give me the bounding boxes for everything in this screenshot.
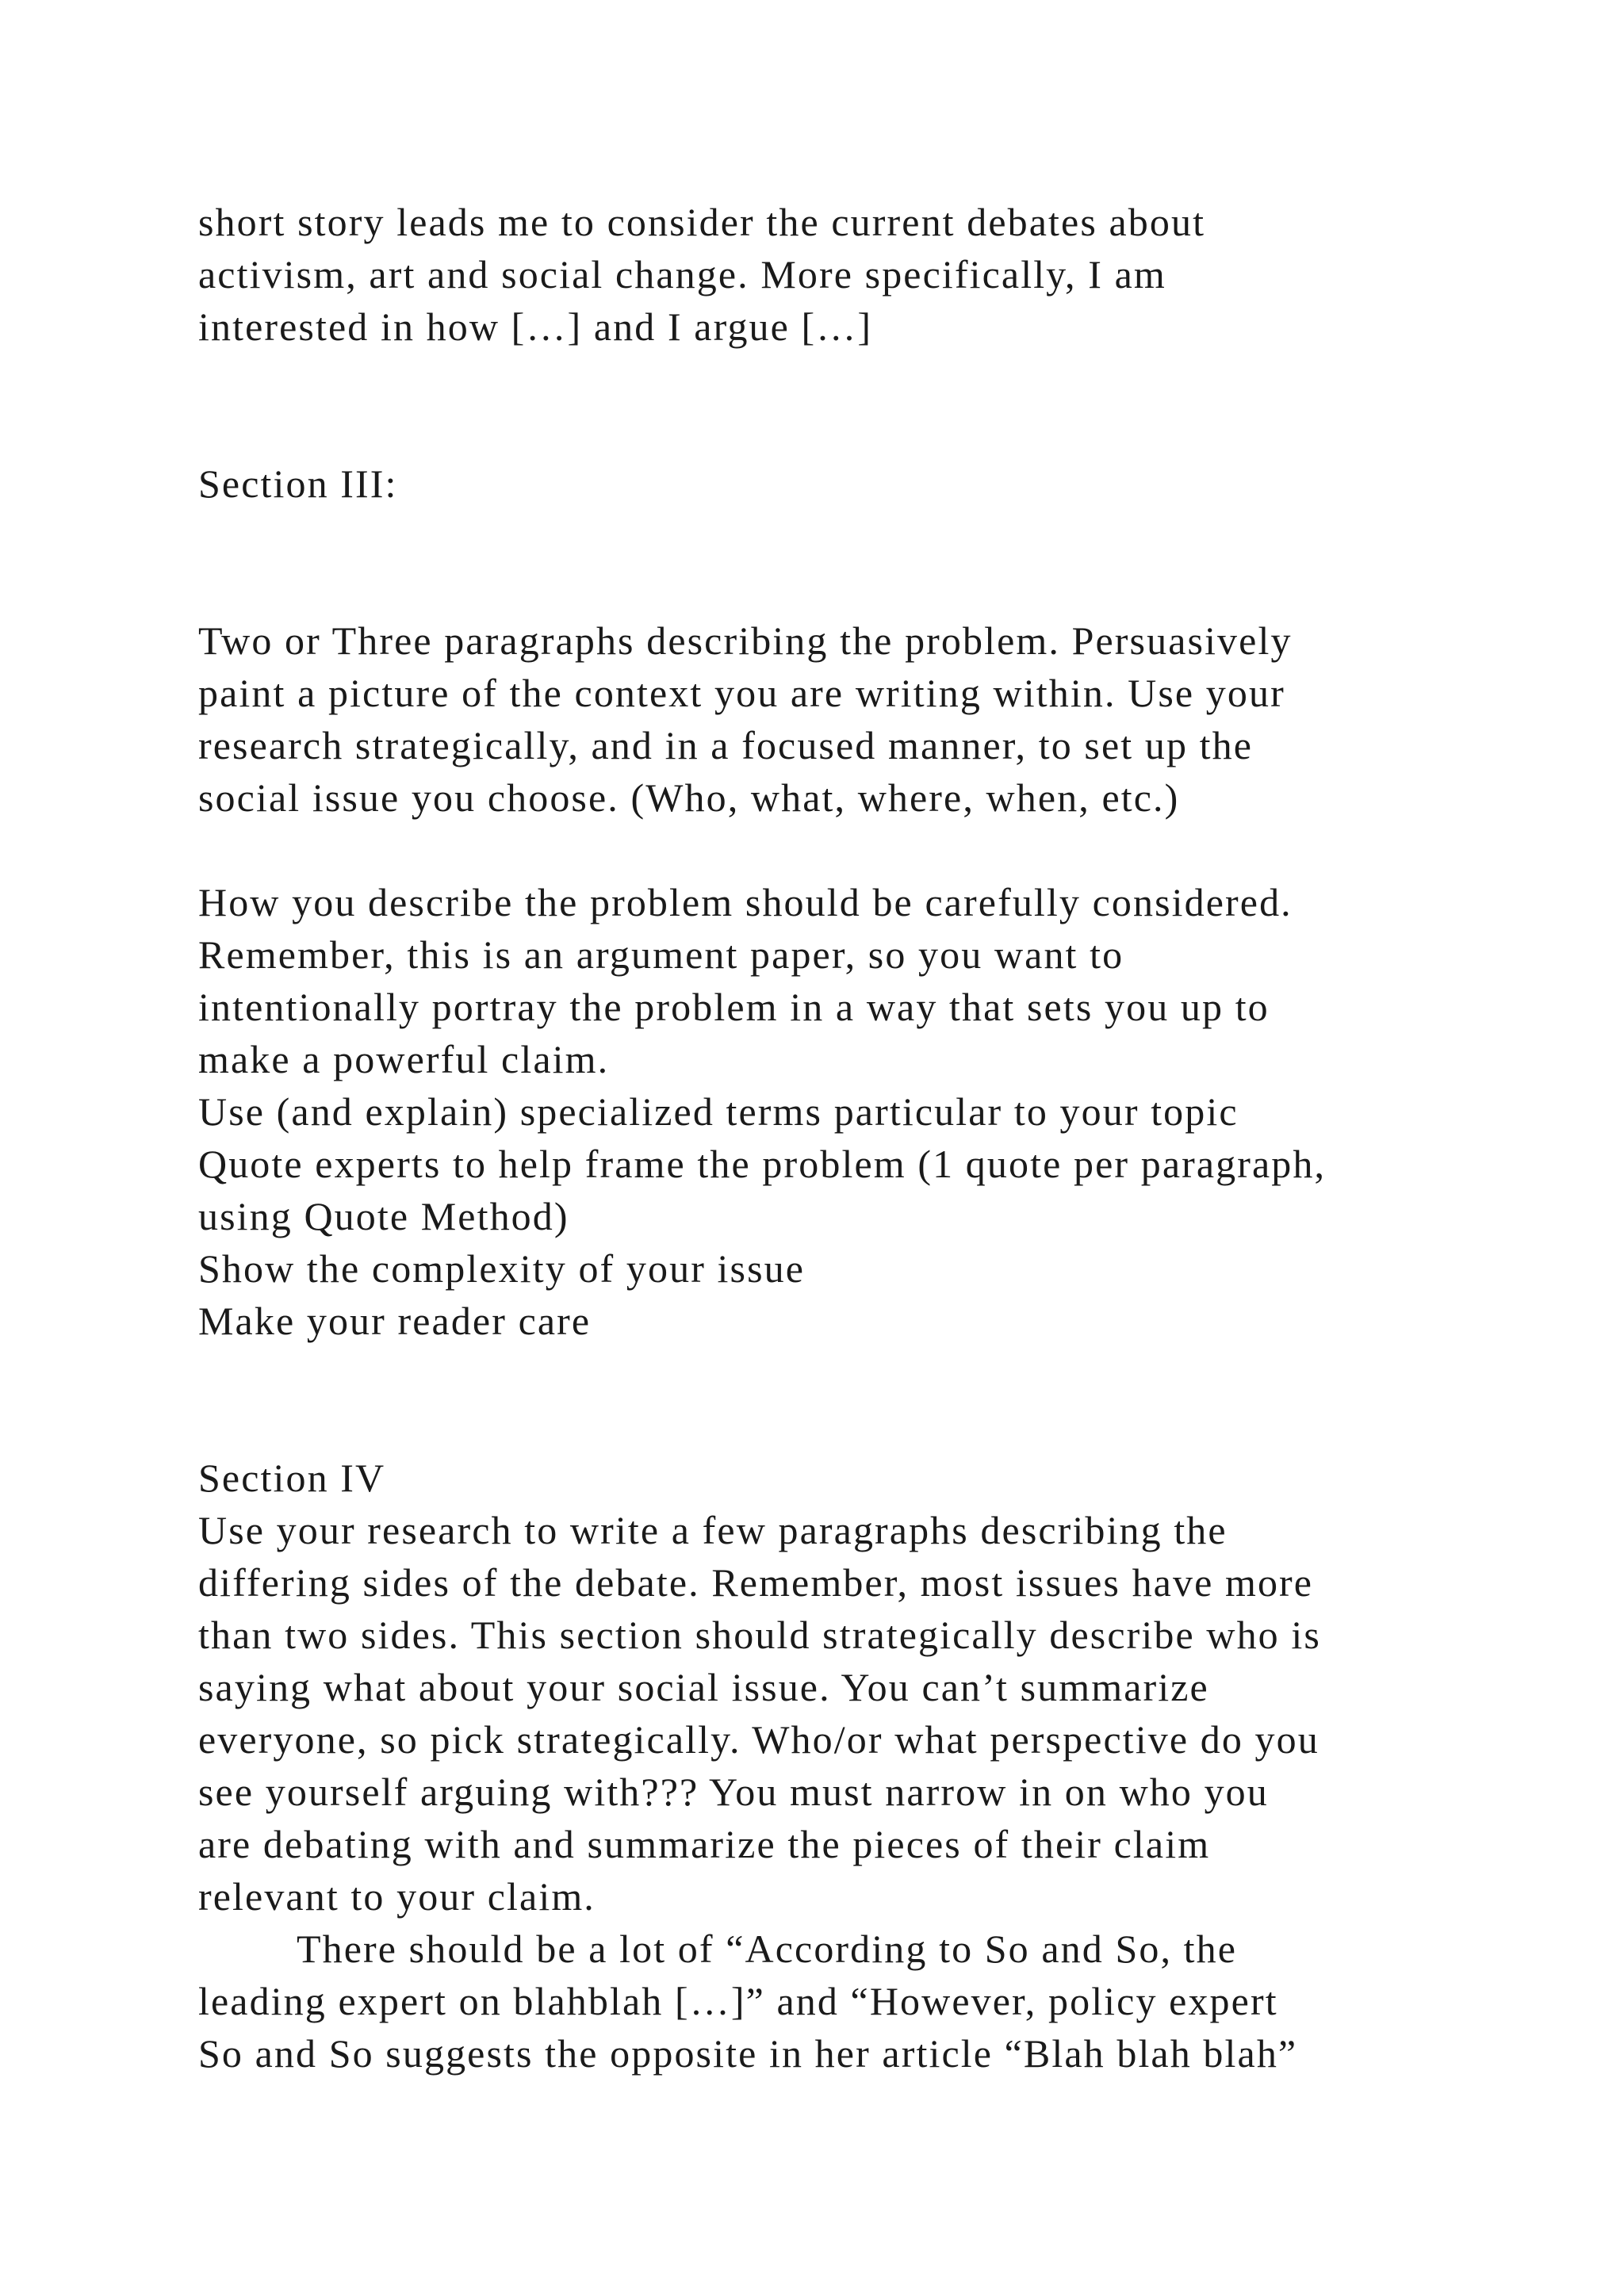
text-line: There should be a lot of “According to So and So, the: [297, 1927, 1238, 1971]
section-3-paragraph-1: [198, 614, 1562, 824]
section-4-heading: Section IV: [198, 1456, 386, 1500]
spacer: [198, 1399, 1562, 1452]
text-line: So and So suggests the opposite in her article “Blah blah blah”: [198, 2031, 1298, 2076]
text-line: saying what about your social issue. You can’t summarize: [198, 1665, 1209, 1709]
spacer: [198, 405, 1562, 457]
list-item: Use (and explain) specialized terms particular to your topic: [198, 1089, 1239, 1134]
text-line: differing sides of the debate. Remember, most issues have more: [198, 1560, 1314, 1605]
text-line: than two sides. This section should strategically describe who is: [198, 1613, 1321, 1657]
spacer: [198, 824, 1562, 876]
section-3-list: [198, 1085, 1562, 1347]
document-body: [198, 196, 1562, 2080]
list-item: Make your reader care: [198, 1299, 592, 1343]
section-3-heading: Section III:: [198, 461, 398, 506]
text-line: Use your research to write a few paragraphs describing the: [198, 1508, 1228, 1552]
text-line: interested in how […] and I argue […]: [198, 304, 873, 349]
text-line: make a powerful claim.: [198, 1037, 610, 1081]
intro-paragraph: [198, 196, 1562, 353]
text-line: see yourself arguing with??? You must narrow in on who you: [198, 1770, 1269, 1814]
text-line: Remember, this is an argument paper, so you want to: [198, 932, 1124, 977]
text-line: Two or Three paragraphs describing the problem. Persuasively: [198, 618, 1293, 663]
text-line: social issue you choose. (Who, what, where, when, etc.): [198, 775, 1180, 820]
list-item: Quote experts to help frame the problem (1 quote per paragraph,: [198, 1142, 1327, 1186]
text-line: research strategically, and in a focused manner, to set up the: [198, 723, 1254, 767]
text-line: everyone, so pick strategically. Who/or what perspective do you: [198, 1717, 1320, 1762]
list-item: Show the complexity of your issue: [198, 1246, 806, 1291]
text-line: activism, art and social change. More specifically, I am: [198, 252, 1166, 297]
spacer: [198, 1347, 1562, 1399]
text-line: are debating with and summarize the pieces of their claim: [198, 1822, 1211, 1866]
spacer: [198, 353, 1562, 405]
spacer: [198, 562, 1562, 614]
text-line: relevant to your claim.: [198, 1874, 596, 1919]
text-line: leading expert on blahblah […]” and “However, policy expert: [198, 1979, 1278, 2023]
spacer: [198, 510, 1562, 562]
text-line: paint a picture of the context you are writing within. Use your: [198, 671, 1285, 715]
section-3-paragraph-2: [198, 876, 1562, 1085]
text-line: How you describe the problem should be carefully considered.: [198, 880, 1293, 924]
section-4-paragraph-1: [198, 1504, 1562, 1923]
list-item: using Quote Method): [198, 1194, 569, 1238]
text-line: intentionally portray the problem in a way that sets you up to: [198, 985, 1270, 1029]
section-4-paragraph-2: [198, 1923, 1562, 2080]
text-line: short story leads me to consider the current debates about: [198, 200, 1206, 244]
